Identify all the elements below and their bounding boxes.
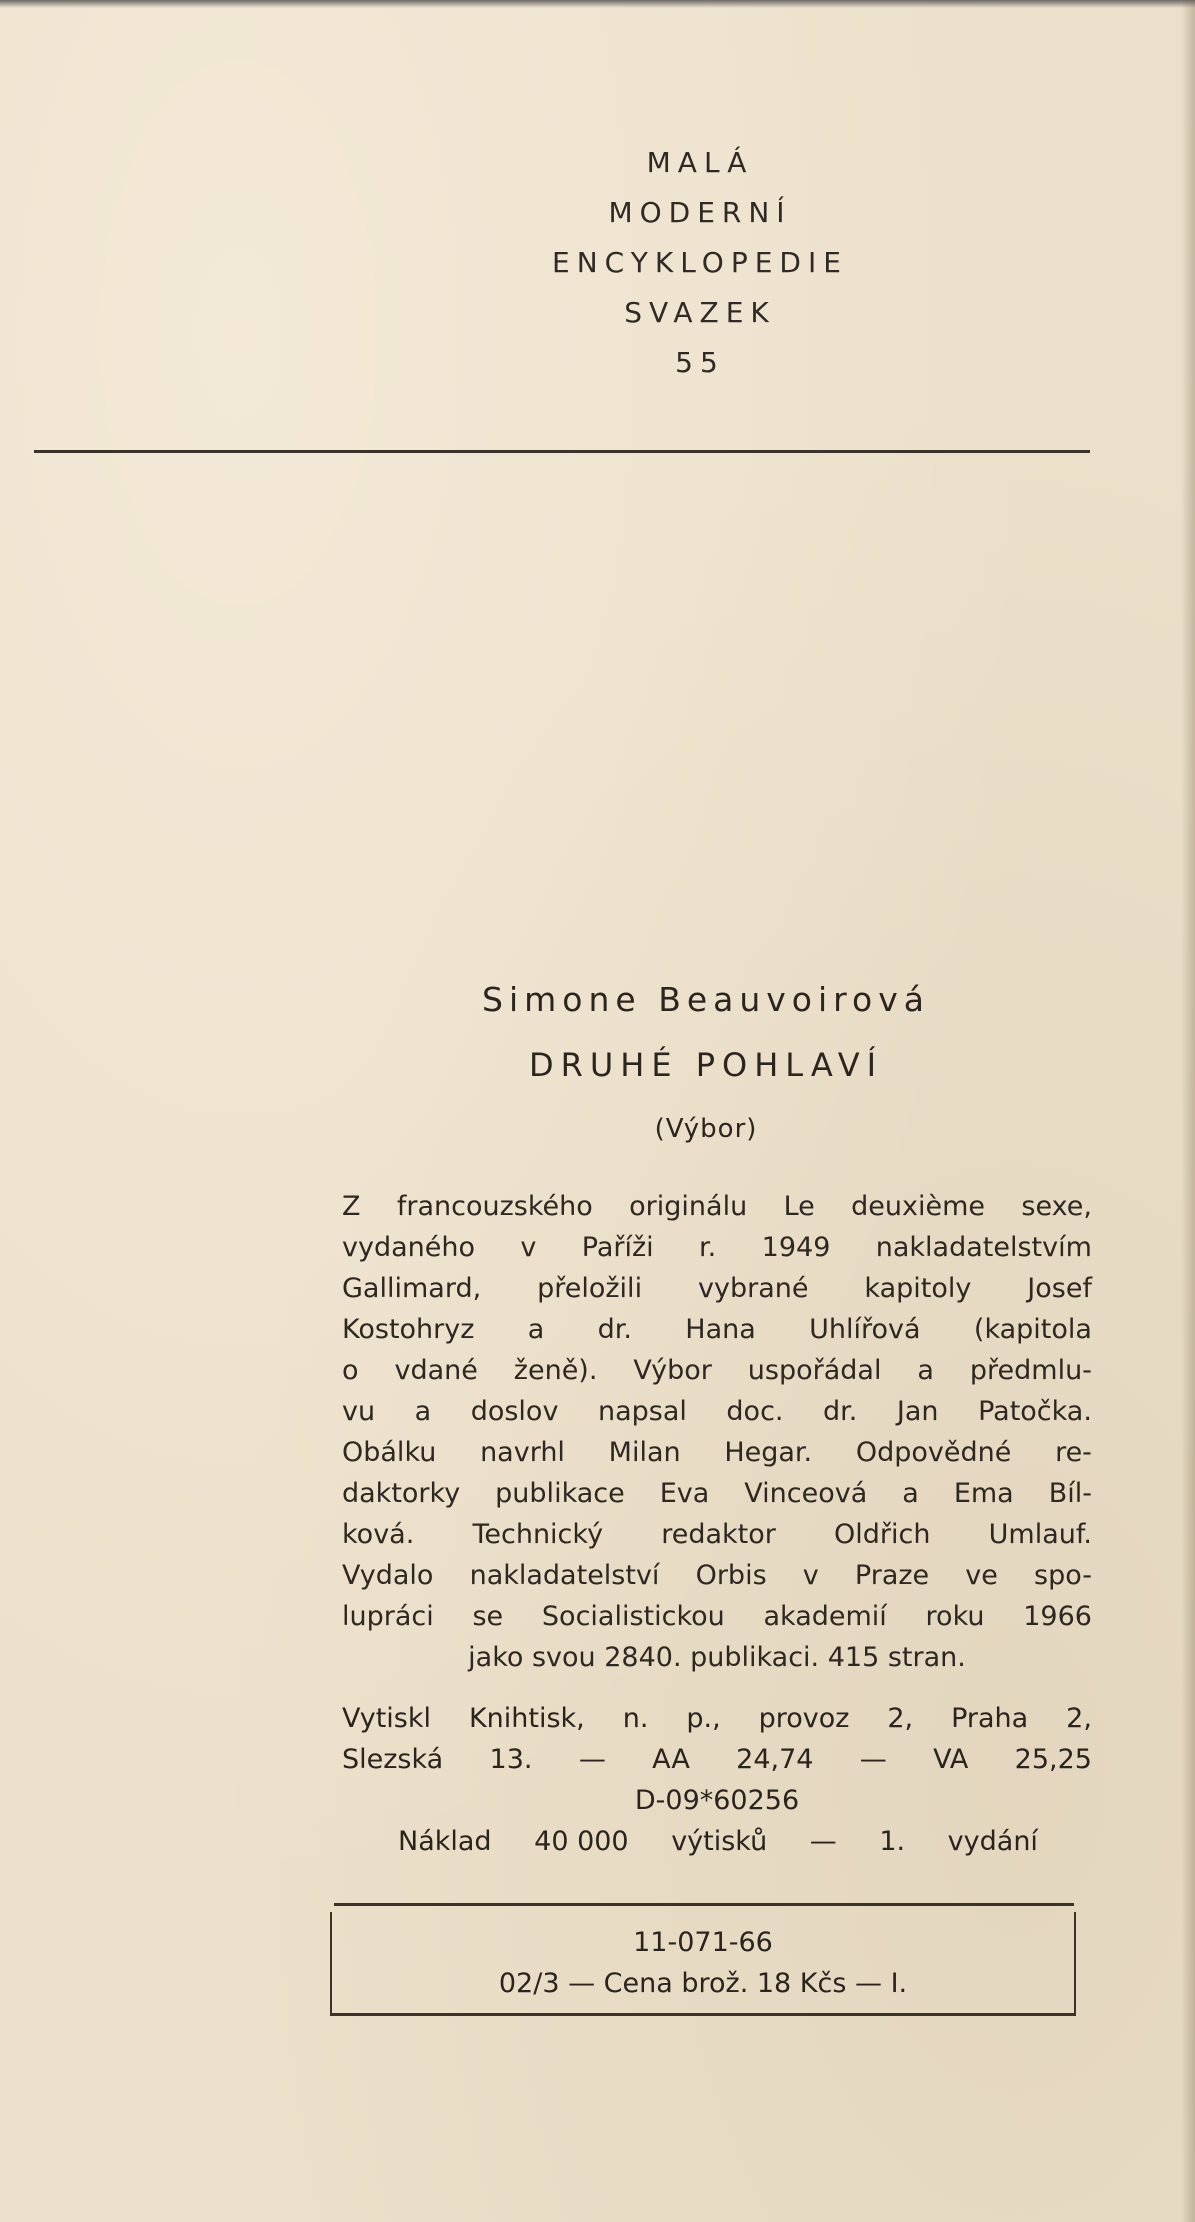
word: 13. (489, 1744, 533, 1775)
word: francouzského (396, 1191, 593, 1222)
word: Orbis (695, 1560, 767, 1591)
page-top-edge (0, 0, 1195, 8)
word: Gallimard, (342, 1273, 482, 1304)
colophon-line (342, 1350, 1092, 1391)
word: Obálku (342, 1437, 437, 1468)
word: originálu (629, 1191, 748, 1222)
word: Josef (1027, 1273, 1092, 1304)
word: v (520, 1232, 537, 1263)
word: nakladatelstvím (875, 1232, 1092, 1263)
word: se (472, 1601, 504, 1632)
word: Vinceová (744, 1478, 868, 1509)
word: Odpovědné (855, 1437, 1012, 1468)
colophon-line (342, 1432, 1092, 1473)
word: ve (965, 1560, 998, 1591)
word: 40 000 (534, 1826, 629, 1857)
word: Uhlířová (809, 1314, 921, 1345)
word: napsal (597, 1396, 687, 1427)
word: AA (652, 1744, 690, 1775)
word: Umlauf. (988, 1519, 1092, 1550)
word: r. (699, 1232, 717, 1263)
series-line-1: MALÁ (646, 146, 754, 179)
word: — (809, 1826, 837, 1857)
word: doslov (470, 1396, 559, 1427)
word: 2, (1066, 1703, 1092, 1734)
word: deuxième (851, 1191, 986, 1222)
word: Le (783, 1191, 815, 1222)
word: navrhl (480, 1437, 565, 1468)
word: Paříži (581, 1232, 654, 1263)
word: Oldřich (834, 1519, 931, 1550)
word: spo- (1034, 1560, 1092, 1591)
word: VA (933, 1744, 969, 1775)
word: Knihtisk, (468, 1703, 585, 1734)
word: provoz (758, 1703, 850, 1734)
print-order-code: D-09*60256 (634, 1785, 800, 1816)
colophon-line (342, 1473, 1092, 1514)
colophon-line (342, 1514, 1092, 1555)
page-right-edge (1181, 0, 1195, 2222)
colophon-line (342, 1596, 1092, 1637)
word: v (802, 1560, 819, 1591)
word: vydaného (342, 1232, 475, 1263)
word: Milan (608, 1437, 681, 1468)
word: přeložili (537, 1273, 643, 1304)
top-divider (34, 450, 1090, 453)
word: ková. (342, 1519, 415, 1550)
word: vdané (394, 1355, 478, 1386)
word: nakladatelství (469, 1560, 660, 1591)
word: Z (342, 1191, 361, 1222)
word: Hegar. (724, 1437, 813, 1468)
printer-line-1 (342, 1698, 1092, 1739)
word: sexe, (1021, 1191, 1092, 1222)
series-line-2: MODERNÍ (608, 196, 792, 229)
colophon-line-last: jako svou 2840. publikaci. 415 stran. (468, 1642, 966, 1673)
word: lupráci (342, 1601, 434, 1632)
word: redaktor (661, 1519, 776, 1550)
colophon-line (342, 1555, 1092, 1596)
price-divider (334, 1903, 1074, 1906)
series-line-4: SVAZEK (624, 296, 776, 329)
word: p., (686, 1703, 721, 1734)
word: Vytiskl (342, 1703, 432, 1734)
colophon-line (342, 1268, 1092, 1309)
word: dr. (823, 1396, 858, 1427)
word: 1949 (761, 1232, 831, 1263)
word: re- (1055, 1437, 1092, 1468)
word: předmlu- (969, 1355, 1092, 1386)
word: 2, (887, 1703, 914, 1734)
word: kapitoly (864, 1273, 972, 1304)
word: roku (925, 1601, 985, 1632)
book-subtitle: (Výbor) (654, 1114, 758, 1144)
printer-line-4 (398, 1821, 1038, 1862)
word: Ema (953, 1478, 1014, 1509)
word: Kostohryz (342, 1314, 475, 1345)
word: akademií (763, 1601, 887, 1632)
word: a (917, 1355, 934, 1386)
colophon-line (342, 1309, 1092, 1350)
series-block (500, 138, 900, 388)
printer-line-2 (342, 1739, 1092, 1780)
word: n. (622, 1703, 649, 1734)
word: o (342, 1355, 359, 1386)
printer-block (342, 1698, 1092, 1862)
word: — (578, 1744, 606, 1775)
word: Slezská (342, 1744, 444, 1775)
book-title: DRUHÉ POHLAVÍ (528, 1046, 884, 1084)
word: vu (342, 1396, 376, 1427)
colophon-line (342, 1391, 1092, 1432)
word: Technický (472, 1519, 604, 1550)
word: výtisků (671, 1826, 768, 1857)
price-line: 02/3 — Cena brož. 18 Kčs — I. (498, 1968, 908, 1999)
colophon-paragraph (342, 1186, 1092, 1678)
word: Výbor (633, 1355, 712, 1386)
colophon-line (342, 1227, 1092, 1268)
word: Jan (896, 1396, 939, 1427)
word: daktorky (342, 1478, 461, 1509)
book-author: Simone Beauvoirová (482, 980, 930, 1019)
word: Hana (685, 1314, 756, 1345)
word: 24,74 (736, 1744, 814, 1775)
word: — (859, 1744, 887, 1775)
printer-line-3 (342, 1780, 1092, 1821)
word: a (527, 1314, 545, 1345)
word: Vydalo (342, 1560, 434, 1591)
word: Praze (854, 1560, 930, 1591)
word: vydání (947, 1826, 1038, 1857)
word: 1. (879, 1826, 906, 1857)
price-box (330, 1912, 1076, 2016)
series-line-3: ENCYKLOPEDIE (552, 246, 848, 279)
word: vybrané (698, 1273, 809, 1304)
word: Praha (951, 1703, 1029, 1734)
word: 1966 (1023, 1601, 1092, 1632)
word: Socialistickou (541, 1601, 725, 1632)
word: doc. (726, 1396, 784, 1427)
price-code: 11-071-66 (633, 1927, 773, 1958)
word: (kapitola (973, 1314, 1092, 1345)
colophon-line (342, 1186, 1092, 1227)
word: Bíl- (1048, 1478, 1092, 1509)
word: a (902, 1478, 919, 1509)
word: uspořádal (747, 1355, 882, 1386)
word: publikace (495, 1478, 625, 1509)
word: ženě). (513, 1355, 598, 1386)
word: dr. (597, 1314, 632, 1345)
series-volume-number: 55 (675, 346, 725, 379)
word: Eva (659, 1478, 710, 1509)
word: Patočka. (978, 1396, 1092, 1427)
word: 25,25 (1014, 1744, 1092, 1775)
word: Náklad (398, 1826, 492, 1857)
word: a (414, 1396, 432, 1427)
